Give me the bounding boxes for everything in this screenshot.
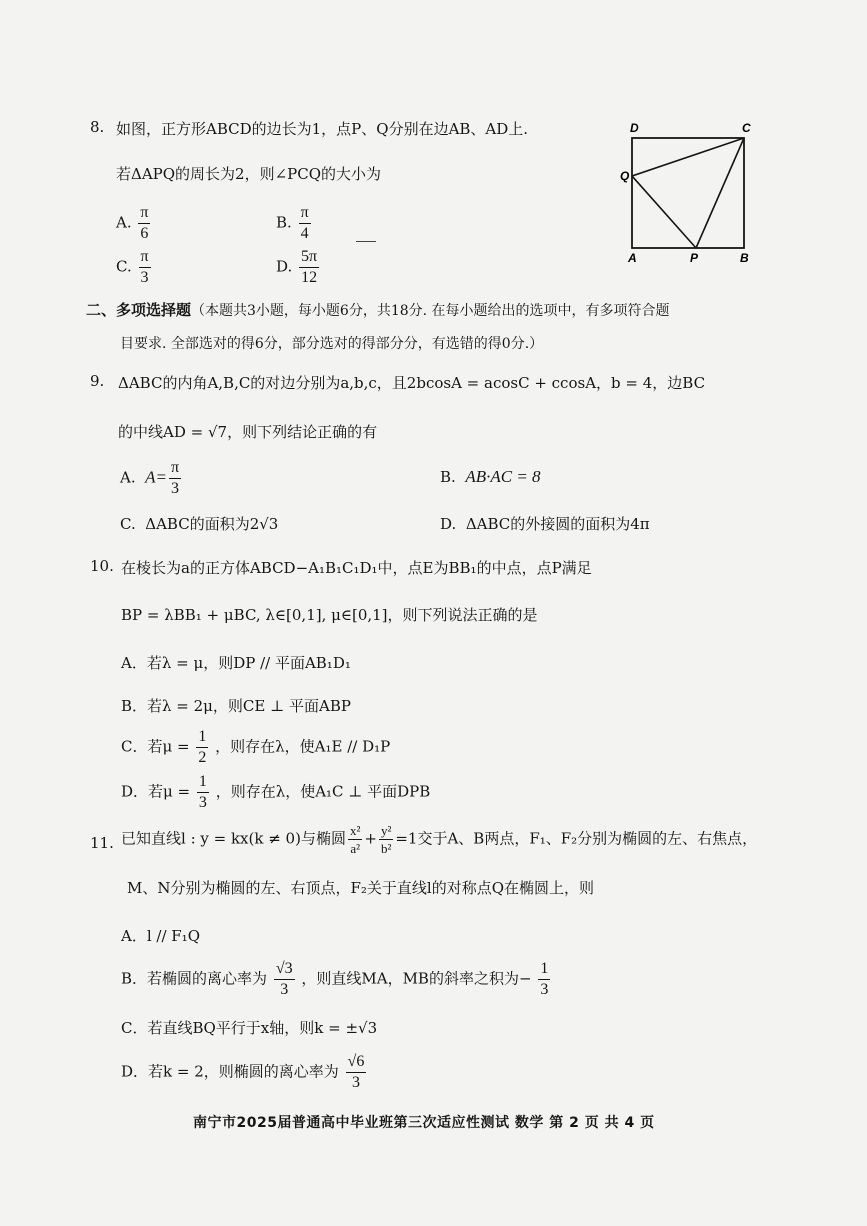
fraction: $\frac{1}{2}$ bbox=[198, 728, 207, 766]
fraction: $\frac{\pi}{3}$ bbox=[140, 248, 149, 286]
option-label: C. bbox=[116, 257, 132, 276]
q11-line2: M、N分别为椭圆的左、右顶点，F₂关于直线l的对称点Q在椭圆上，则 bbox=[127, 879, 595, 897]
q8-option-a bbox=[116, 203, 152, 244]
square-figure bbox=[620, 118, 760, 268]
q10-option-c bbox=[121, 727, 390, 768]
q11-line1 bbox=[121, 822, 757, 857]
fraction: $\frac{1}{3}$ bbox=[540, 960, 549, 998]
option-math: A= bbox=[145, 467, 168, 487]
option-text: ，则存在λ，使A₁E // D₁P bbox=[215, 737, 391, 756]
line-text: =1交于A、B两点，F₁、F₂分别为椭圆的左、右焦点， bbox=[395, 829, 758, 848]
q8-number: 8. bbox=[90, 118, 105, 136]
option-label: D. bbox=[440, 515, 457, 533]
q11-option-c: C．若直线BQ平行于x轴，则k = ±√3 bbox=[121, 1019, 378, 1037]
option-text: B．若椭圆的离心率为 bbox=[121, 969, 268, 988]
label-d: D bbox=[630, 121, 639, 135]
q11-option-d bbox=[121, 1052, 368, 1093]
q11-number: 11. bbox=[90, 834, 114, 852]
section-2-header bbox=[86, 299, 670, 320]
square-abcd bbox=[632, 138, 744, 248]
option-text: ΔABC的面积为2√3 bbox=[145, 515, 279, 533]
option-text: C．若μ = bbox=[121, 737, 190, 756]
fraction: $\frac{√3}{3}$ bbox=[275, 960, 293, 998]
q11-option-b bbox=[121, 959, 552, 1000]
q10-option-d bbox=[121, 772, 430, 813]
q10-option-b: B．若λ = 2μ，则CE ⊥ 平面ABP bbox=[121, 697, 351, 715]
option-text: D．若k = 2，则椭圆的离心率为 bbox=[121, 1062, 339, 1081]
q8-option-d bbox=[276, 247, 321, 288]
option-math: AB·AC = 8 bbox=[465, 467, 541, 486]
q9-number: 9. bbox=[90, 372, 105, 390]
option-label: A. bbox=[120, 468, 136, 487]
fraction: $\frac{\pi}{6}$ bbox=[140, 204, 149, 242]
label-q: Q bbox=[620, 169, 630, 183]
label-c: C bbox=[742, 121, 751, 135]
label-b: B bbox=[740, 251, 749, 265]
segment-pc bbox=[696, 138, 744, 248]
option-label: A. bbox=[116, 213, 132, 232]
segment-qc bbox=[632, 138, 744, 176]
q8-option-b bbox=[276, 203, 313, 244]
option-text: ，则存在λ，使A₁C ⊥ 平面DPB bbox=[215, 782, 431, 801]
label-p: P bbox=[690, 251, 699, 265]
fraction: $\frac{\pi}{3}$ bbox=[171, 459, 180, 497]
section-title: 二、多项选择题 bbox=[86, 301, 192, 319]
plus-sign: + bbox=[364, 829, 377, 848]
q10-line1: 在棱长为a的正方体ABCD−A₁B₁C₁D₁中，点E为BB₁的中点，点P满足 bbox=[121, 559, 592, 577]
q9-line2: 的中线AD = √7，则下列结论正确的有 bbox=[118, 423, 378, 441]
option-label: B. bbox=[276, 213, 292, 232]
option-label: D. bbox=[276, 257, 293, 276]
fraction: $\frac{√6}{3}$ bbox=[347, 1053, 365, 1091]
q10-number: 10. bbox=[90, 557, 114, 575]
fraction: $\frac{\text{y²}}{\text{b²}}$ bbox=[380, 823, 392, 856]
section-desc-1: （本题共3小题，每小题6分，共18分. 在每小题给出的选项中，有多项符合题 bbox=[191, 303, 670, 319]
section-desc-2: 目要求. 全部选对的得6分，部分选对的得部分分，有选错的得0分.） bbox=[120, 336, 544, 352]
q8-line1: 如图，正方形ABCD的边长为1，点P、Q分别在边AB、AD上. bbox=[116, 120, 529, 138]
q9-option-c bbox=[120, 513, 278, 534]
option-text: ΔABC的外接圆的面积为4π bbox=[465, 515, 650, 533]
page-footer: 南宁市2025届普通高中毕业班第三次适应性测试 数学 第 2 页 共 4 页 bbox=[193, 1115, 655, 1131]
q8-option-c bbox=[116, 247, 153, 288]
line-text: 已知直线l : y = kx(k ≠ 0)与椭圆 bbox=[121, 829, 346, 848]
option-label: B. bbox=[440, 468, 456, 486]
fraction: $\frac{5\pi}{12}$ bbox=[301, 248, 318, 286]
q8-line2: 若ΔAPQ的周长为2，则∠PCQ的大小为 bbox=[116, 165, 382, 183]
q9-option-d bbox=[440, 513, 650, 534]
q9-line1: ΔABC的内角A,B,C的对边分别为a,b,c，且2bcosA = acosC + ccosA，b = 4，边BC bbox=[118, 374, 706, 392]
fraction: $\frac{\pi}{4}$ bbox=[300, 204, 309, 242]
option-text: D．若μ = bbox=[121, 782, 191, 801]
fraction: $\frac{1}{3}$ bbox=[198, 773, 207, 811]
stray-mark bbox=[356, 241, 376, 242]
segment-qp bbox=[632, 176, 696, 248]
q9-option-a bbox=[120, 458, 183, 499]
option-label: C. bbox=[120, 515, 136, 533]
fraction: $\frac{\text{x²}}{\text{a²}}$ bbox=[349, 823, 361, 856]
option-text: ，则直线MA，MB的斜率之积为− bbox=[301, 969, 532, 988]
q9-option-b bbox=[440, 467, 541, 487]
label-a: A bbox=[628, 251, 637, 265]
q10-line2: BP = λBB₁ + μBC, λ∈[0,1], μ∈[0,1]，则下列说法正确的是 bbox=[121, 606, 538, 624]
q11-option-a: A．l // F₁Q bbox=[121, 927, 200, 945]
q10-option-a: A．若λ = μ，则DP // 平面AB₁D₁ bbox=[121, 654, 351, 672]
